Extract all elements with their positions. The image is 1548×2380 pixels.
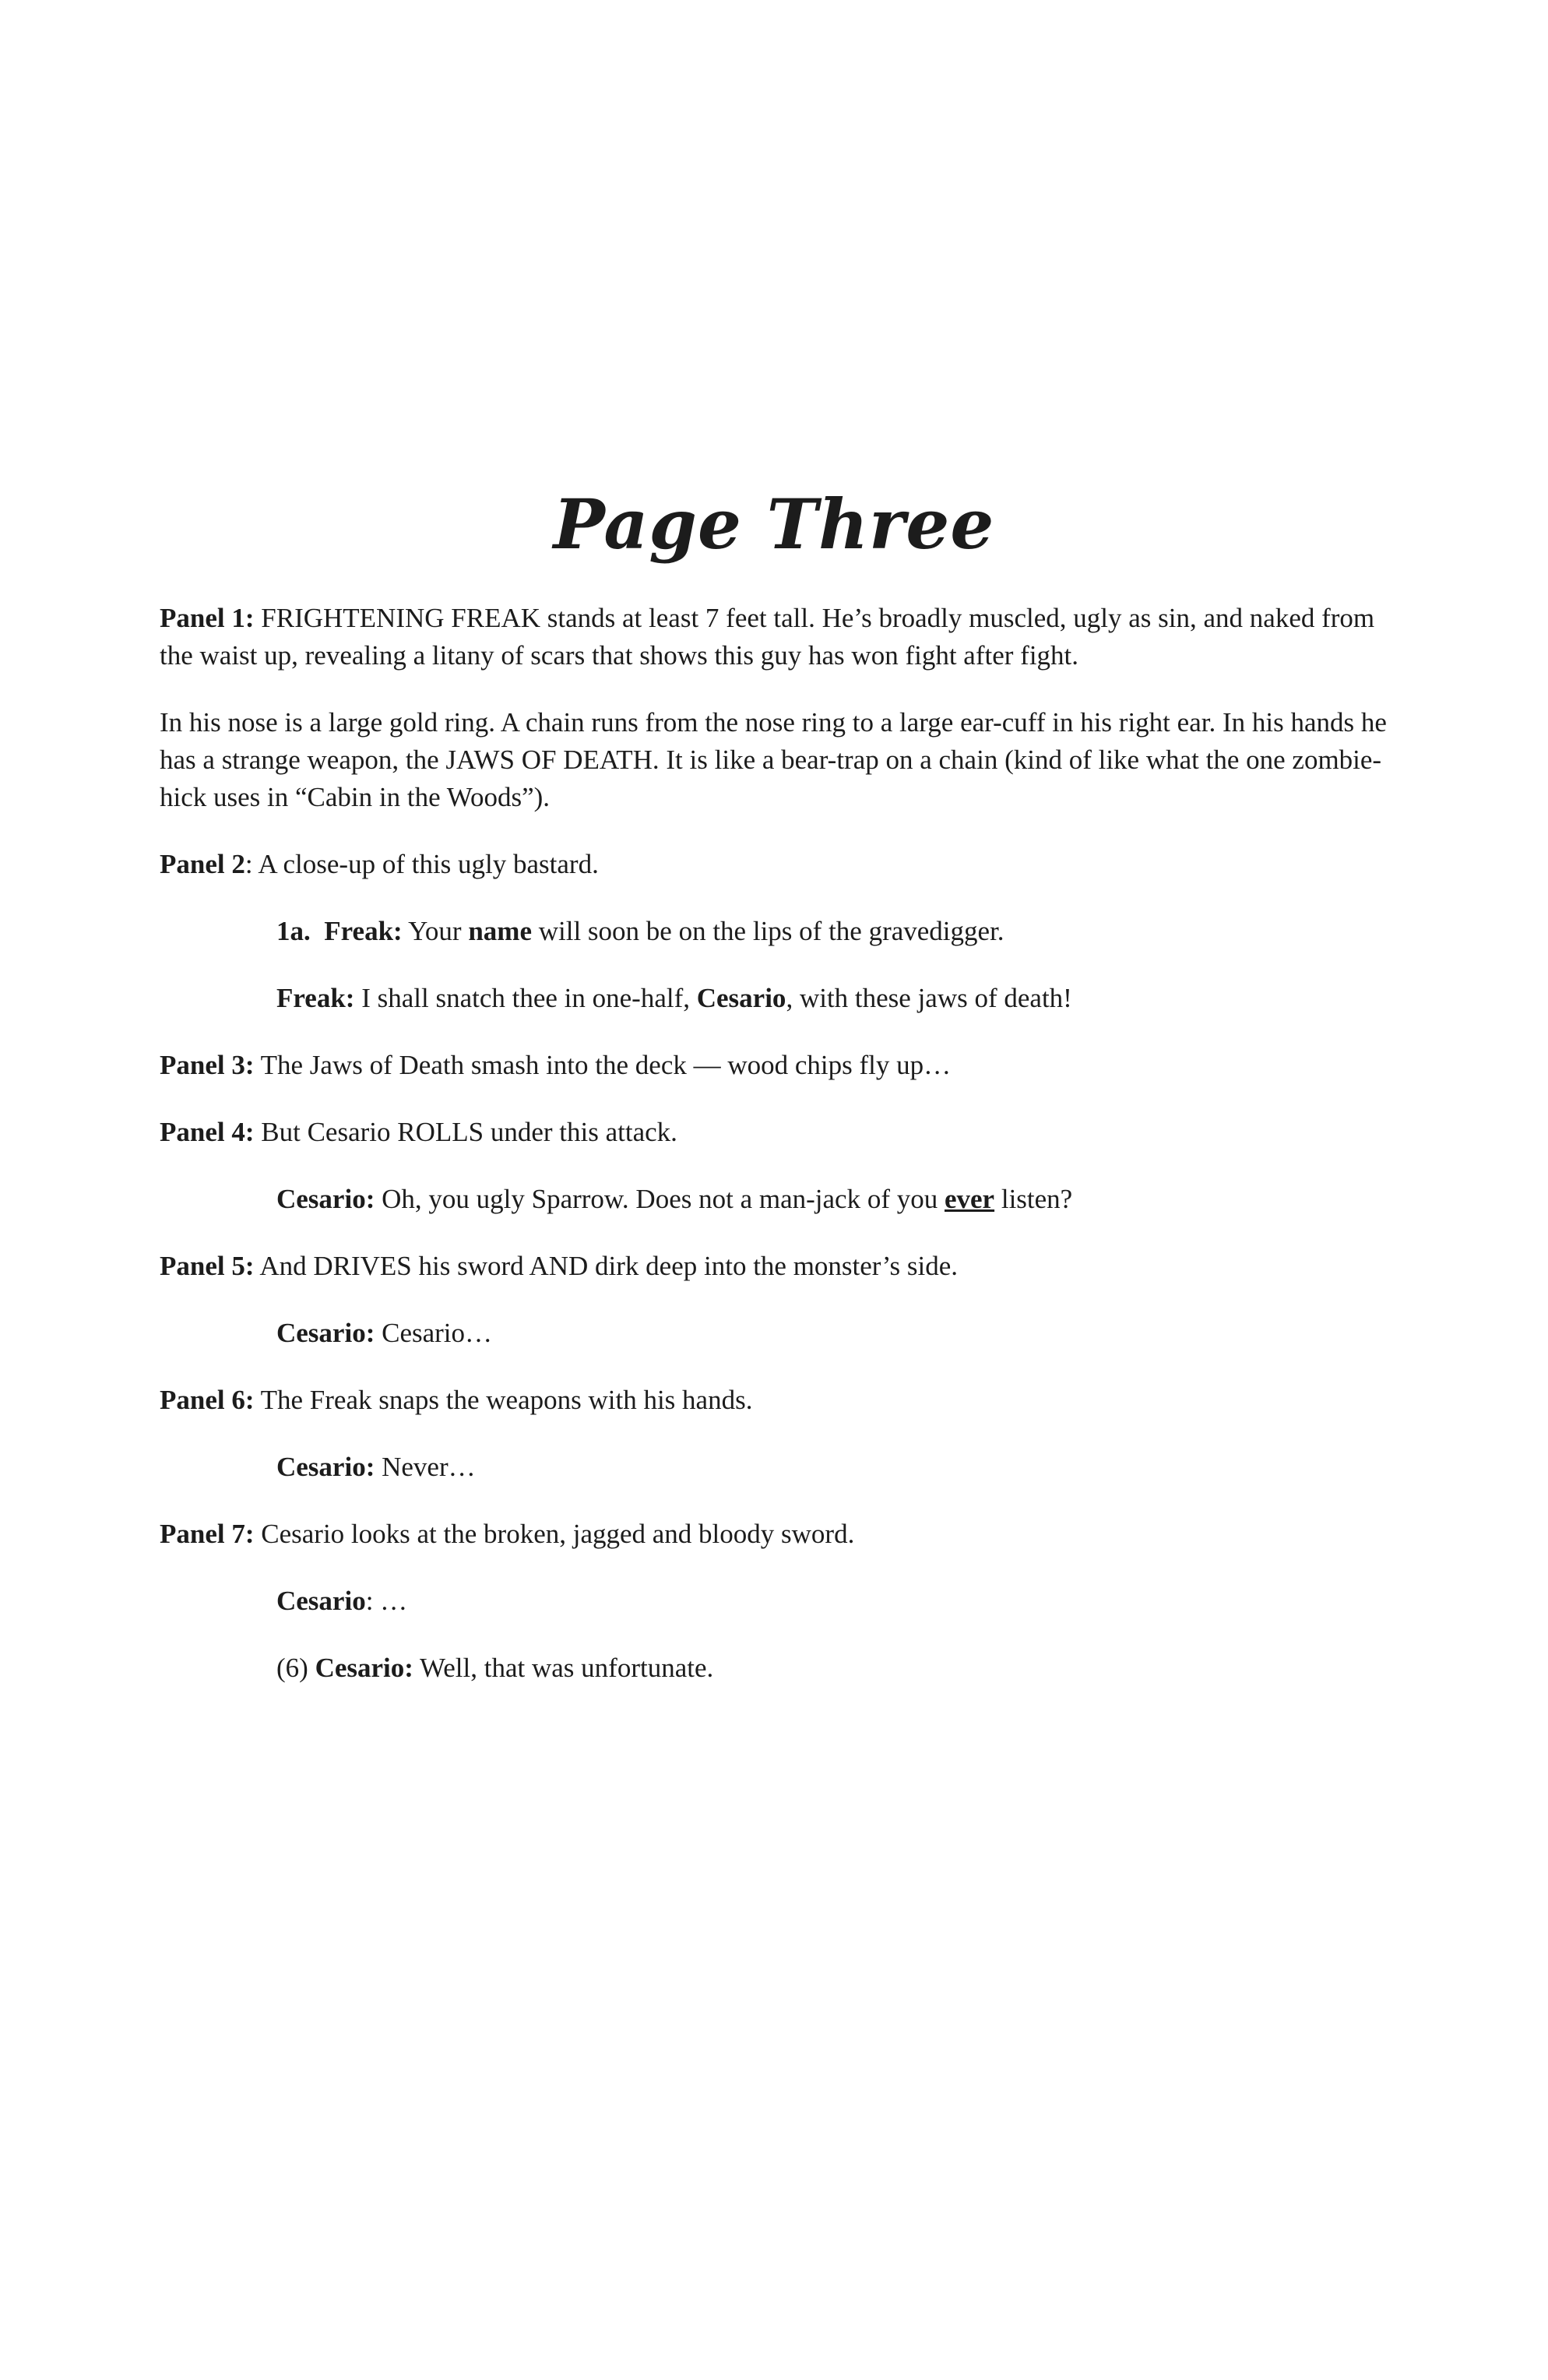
panel-5-text: And DRIVES his sword AND dirk deep into the monster’s side. [254,1251,958,1281]
page-title: Page Three [553,484,995,565]
dialogue-text: I shall snatch thee in one-half, [354,983,697,1013]
dialogue-cesario-2 [276,1315,1406,1352]
balloon-number: (6) [276,1653,308,1683]
dialogue-cesario-1 [276,1181,1406,1218]
speaker-name: Freak: [276,983,355,1013]
speaker-name: Cesario: [276,1184,375,1214]
dialogue-text: , with these jaws of death! [786,983,1072,1013]
panel-6-text: The Freak snaps the weapons with his hands. [254,1385,753,1415]
speaker-name: Cesario [276,1586,366,1616]
dialogue-cesario-4 [276,1583,1406,1620]
dialogue-text: : … [365,1586,408,1616]
dialogue-text: Your [402,916,469,946]
dialogue-text: listen? [994,1184,1073,1214]
speaker-name: Cesario: [315,1653,413,1683]
dialogue-cesario-3 [276,1449,1406,1486]
panel-1-label: Panel 1: [160,603,255,633]
panel-2-label: Panel 2 [160,849,245,879]
panel-1-continued: In his nose is a large gold ring. A chain runs from the nose ring to a large ear-cuff in his right ear. In his hands he has a strange weapon, the JAWS OF DEATH. It is like a bear-trap on a chain (kind of like what the one zombie-hick uses in “Cabin in the Woods”). [160,707,1387,812]
panel-1-description [160,600,1406,674]
panel-4-label: Panel 4: [160,1117,255,1147]
panel-5-label: Panel 5: [160,1251,255,1281]
panel-7-text: Cesario looks at the broken, jagged and bloody sword. [254,1519,855,1549]
panel-4-text: But Cesario ROLLS under this attack. [254,1117,677,1147]
dialogue-freak-2 [276,980,1406,1017]
panel-5-description [160,1248,1406,1285]
dialogue-text: Oh, you ugly Sparrow. Does not a man-jack of you [375,1184,945,1214]
dialogue-text: Cesario… [375,1318,493,1348]
panel-1-text: FRIGHTENING FREAK stands at least 7 feet tall. He’s broadly muscled, ugly as sin, and naked from the waist up, revealing a litany of scars that shows this guy has won fight after fight. [160,603,1375,671]
panel-6-description [160,1382,1406,1419]
panel-6-label: Panel 6: [160,1385,255,1415]
speaker-name: Cesario: [276,1318,375,1348]
dialogue-text: Never… [375,1452,476,1482]
dialogue-emphasis: Cesario [696,983,786,1013]
panel-2-text: : A close-up of this ugly bastard. [245,849,599,879]
panel-3-description [160,1047,1406,1084]
panel-3-label: Panel 3: [160,1050,255,1080]
panel-4-description [160,1114,1406,1151]
speaker-name: Cesario: [276,1452,375,1482]
dialogue-freak-1 [276,913,1406,950]
dialogue-emphasis: ever [944,1184,995,1214]
panel-7-label: Panel 7: [160,1519,255,1549]
balloon-number: 1a. [276,916,311,946]
panel-3-text: The Jaws of Death smash into the deck — wood chips fly up… [254,1050,952,1080]
dialogue-emphasis: name [468,916,532,946]
speaker-name: Freak: [324,916,403,946]
dialogue-text: will soon be on the lips of the gravedigger. [531,916,1004,946]
panel-2-description [160,846,1406,883]
dialogue-text: Well, that was unfortunate. [413,1653,714,1683]
panel-7-description [160,1516,1406,1553]
dialogue-cesario-5 [276,1649,1406,1687]
script-body [160,600,1406,1716]
